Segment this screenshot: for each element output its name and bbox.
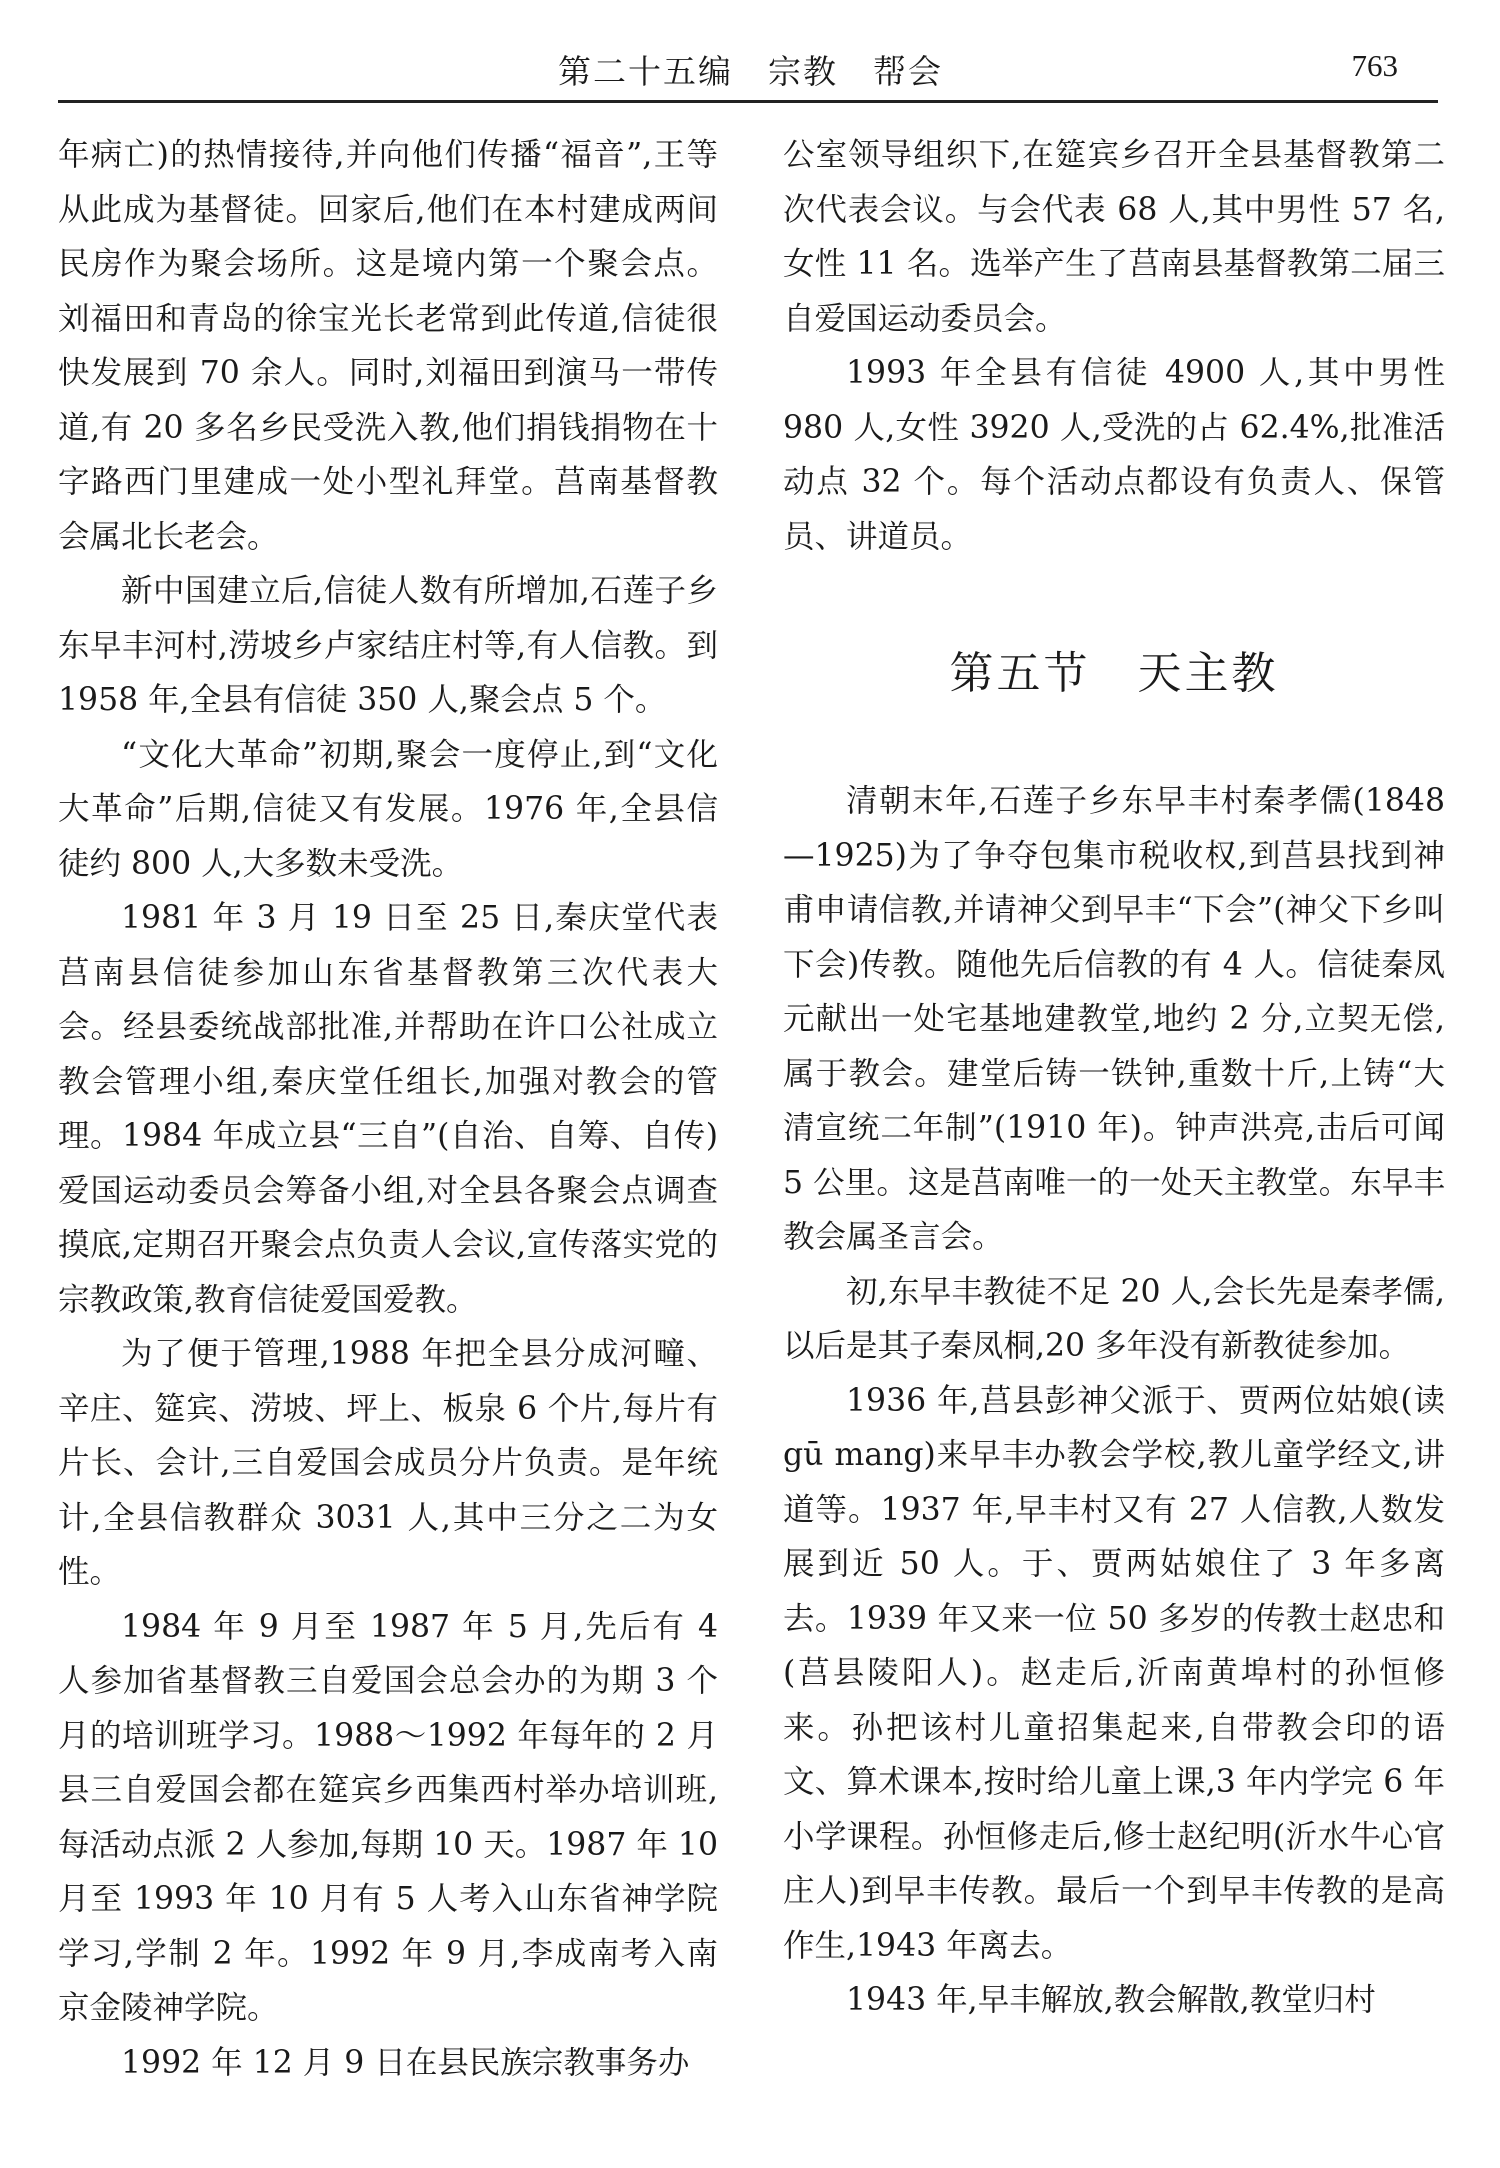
paragraph: 1992 年 12 月 9 日在县民族宗教事务办	[121, 2044, 690, 2081]
paragraph: 为了便于管理,1988 年把全县分成河疃、辛庄、筵宾、涝坡、坪上、板泉 6 个片,每片有片长、会计,三自爱国会成员分片负责。是年统计,全县信教群众 3031 人,其中三分之二为女性。	[58, 1336, 718, 1590]
paragraph: 初,东早丰教徒不足 20 人,会长先是秦孝儒,以后是其子秦凤桐,20 多年没有新教徒参加。	[783, 1273, 1445, 1364]
left-column	[58, 128, 718, 2090]
paragraph: 1981 年 3 月 19 日至 25 日,秦庆堂代表莒南县信徒参加山东省基督教第三次代表大会。经县委统战部批准,并帮助在许口公社成立教会管理小组,秦庆堂任组长,加强对教会的管理。1984 年成立县“三自”(自治、自筹、自传)爱国运动委员会筹备小组,对全县各聚会点调查摸底,定期召开聚会点负责人会议,宣传落实党的宗教政策,教育信徒爱国爱教。	[58, 900, 718, 1318]
paragraph: 公室领导组织下,在筵宾乡召开全县基督教第二次代表会议。与会代表 68 人,其中男性 57 名,女性 11 名。选举产生了莒南县基督教第二届三自爱国运动委员会。	[783, 137, 1445, 337]
paragraph: 1984 年 9 月至 1987 年 5 月,先后有 4 人参加省基督教三自爱国会总会办的为期 3 个月的培训班学习。1988～1992 年每年的 2 月县三自爱国会都在筵宾乡西集西村举办培训班,每活动点派 2 人参加,每期 10 天。1987 年 10 月至 1993 年 10 月有 5 人考入山东省神学院学习,学制 2 年。1992 年 9 月,李成南考入南京金陵神学院。	[58, 1608, 718, 2026]
paragraph: “文化大革命”初期,聚会一度停止,到“文化大革命”后期,信徒又有发展。1976 年,全县信徒约 800 人,大多数未受洗。	[58, 736, 718, 882]
paragraph: 1993 年全县有信徒 4900 人,其中男性 980 人,女性 3920 人,受洗的占 62.4%,批准活动点 32 个。每个活动点都设有负责人、保管员、讲道员。	[783, 355, 1445, 555]
page-number: 763	[1351, 48, 1398, 83]
paragraph: 年病亡)的热情接待,并向他们传播“福音”,王等从此成为基督徒。回家后,他们在本村建成两间民房作为聚会场所。这是境内第一个聚会点。刘福田和青岛的徐宝光长老常到此传道,信徒很快发展到 70 余人。同时,刘福田到演马一带传道,有 20 多名乡民受洗入教,他们捐钱捐物在十字路西门里建成一处小型礼拜堂。莒南基督教会属北长老会。	[58, 137, 718, 555]
paragraph: 1943 年,早丰解放,教会解散,教堂归村	[846, 1982, 1376, 2018]
paragraph: 1936 年,莒县彭神父派于、贾两位姑娘(读 gū mang)来早丰办教会学校,教儿童学经文,讲道等。1937 年,早丰村又有 27 人信教,人数发展到近 50 人。于、贾两姑娘住了 3 年多离去。1939 年又来一位 50 多岁的传教士赵忠和(莒县陵阳人)。赵走后,沂南黄埠村的孙恒修来。孙把该村儿童招集起来,自带教会印的语文、算术课本,按时给儿童上课,3 年内学完 6 年小学课程。孙恒修走后,修士赵纪明(沂水牛心官庄人)到早丰传教。最后一个到早丰传教的是高作生,1943 年离去。	[783, 1382, 1445, 1964]
paragraph: 清朝末年,石莲子乡东早丰村秦孝儒(1848—1925)为了争夺包集市税收权,到莒县找到神甫申请信教,并请神父到早丰“下会”(神父下乡叫下会)传教。随他先后信教的有 4 人。信徒秦凤元献出一处宅基地建教堂,地约 2 分,立契无偿,属于教会。建堂后铸一铁钟,重数十斤,上铸“大清宣统二年制”(1910 年)。钟声洪亮,击后可闻 5 公里。这是莒南唯一的一处天主教堂。东早丰教会属圣言会。	[783, 783, 1445, 1255]
section-heading: 第五节 天主教	[949, 648, 1279, 699]
header-title: 第二十五编 宗教 帮会	[558, 52, 943, 91]
paragraph: 新中国建立后,信徒人数有所增加,石莲子乡东早丰河村,涝坡乡卢家结庄村等,有人信教。到 1958 年,全县有信徒 350 人,聚会点 5 个。	[58, 573, 718, 718]
right-column	[783, 128, 1445, 2028]
running-header	[58, 38, 1438, 103]
